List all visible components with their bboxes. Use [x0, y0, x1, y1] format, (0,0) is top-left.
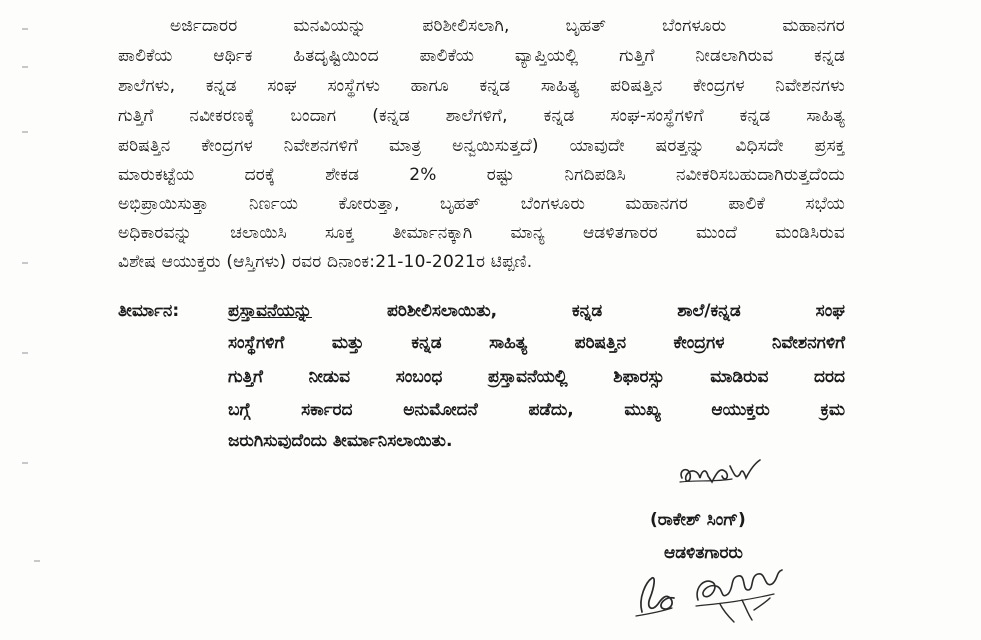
- scan-speck: [22, 352, 28, 354]
- resolution-line: [228, 296, 845, 326]
- resolution-label: ತೀರ್ಮಾನ:: [118, 301, 180, 321]
- paragraph-line: ಪಾಲಿಕೆಯ ಆರ್ಥಿಕ ಹಿತದೃಷ್ಟಿಯಿಂದ ಪಾಲಿಕೆಯ ವ್ಯಾಪ್ತಿಯಲ್ಲಿ ಗುತ್ತಿಗೆ ನೀಡಲಾಗಿರುವ ಕನ್ನಡ: [118, 46, 845, 66]
- paragraph-line: ಮಾರುಕಟ್ಟೆಯ ದರಕ್ಕೆ ಶೇಕಡ 2% ರಷ್ಟು ನಿಗದಿಪಡಿಸಿ ನವೀಕರಿಸಬಹುದಾಗಿರುತ್ತದೆಂದು: [118, 165, 845, 185]
- scan-speck: [22, 66, 28, 68]
- paragraph-line: ಅಧಿಕಾರವನ್ನು ಚಲಾಯಿಸಿ ಸೂಕ್ತ ತೀರ್ಮಾನಕ್ಕಾಗಿ ಮಾನ್ಯ ಆಡಳಿತಗಾರರ ಮುಂದೆ ಮಂಡಿಸಿರುವ: [118, 223, 845, 243]
- handwritten-initials: [632, 568, 692, 622]
- scan-speck: [22, 262, 28, 264]
- handwritten-signature: [676, 452, 772, 492]
- handwritten-signature: [690, 560, 790, 626]
- paragraph-line: ಗುತ್ತಿಗೆ ನವೀಕರಣಕ್ಕೆ ಬಂದಾಗ (ಕನ್ನಡ ಶಾಲೆಗಳಿಗೆ, ಕನ್ನಡ ಸಂಘ-ಸಂಸ್ಥೆಗಳಿಗೆ ಕನ್ನಡ ಸಾಹಿತ್ಯ: [118, 106, 845, 126]
- resolution-line: ಗುತ್ತಿಗೆ ನೀಡುವ ಸಂಬಂಧ ಪ್ರಸ್ತಾವನೆಯಲ್ಲಿ ಶಿಫಾರಸ್ಸು ಮಾಡಿರುವ ದರದ: [228, 367, 845, 387]
- resolution-line: ಬಗ್ಗೆ ಸರ್ಕಾರದ ಅನುಮೋದನೆ ಪಡೆದು, ಮುಖ್ಯ ಆಯುಕ್ತರು ಕ್ರಮ: [228, 400, 845, 420]
- paragraph-line: ಅರ್ಜಿದಾರರ ಮನವಿಯನ್ನು ಪರಿಶೀಲಿಸಲಾಗಿ, ಬೃಹತ್ ಬೆಂಗಳೂರು ಮಹಾನಗರ: [170, 16, 845, 36]
- paragraph-line: ವಿಶೇಷ ಆಯುಕ್ತರು (ಆಸ್ತಿಗಳು) ರವರ ದಿನಾಂಕ:21-10-2021ರ ಟಿಪ್ಪಣಿ.: [118, 252, 533, 272]
- paragraph-line: ಶಾಲೆಗಳು, ಕನ್ನಡ ಸಂಘ ಸಂಸ್ಥೆಗಳು ಹಾಗೂ ಕನ್ನಡ ಸಾಹಿತ್ಯ ಪರಿಷತ್ತಿನ ಕೇಂದ್ರಗಳ ನಿವೇಶನಗಳು: [118, 76, 845, 96]
- signatory-name: (ರಾಕೇಶ್ ಸಿಂಗ್): [650, 510, 746, 530]
- resolution-underlined-word: ಪ್ರಸ್ತಾವನೆಯನ್ನು: [228, 301, 312, 321]
- resolution-line: ಸಂಸ್ಥೆಗಳಿಗೆ ಮತ್ತು ಕನ್ನಡ ಸಾಹಿತ್ಯ ಪರಿಷತ್ತಿನ ಕೇಂದ್ರಗಳ ನಿವೇಶನಗಳಿಗೆ: [228, 333, 845, 353]
- resolution-line-text: ಪರಿಶೀಲಿಸಲಾಯಿತು, ಕನ್ನಡ ಶಾಲೆ/ಕನ್ನಡ ಸಂಘ: [311, 301, 845, 321]
- signatory-designation: ಆಡಳಿತಗಾರರು: [664, 543, 743, 563]
- scan-speck: [34, 560, 40, 562]
- resolution-line: ಜರುಗಿಸುವುದೆಂದು ತೀರ್ಮಾನಿಸಲಾಯಿತು.: [228, 431, 453, 451]
- paragraph-line: ಪರಿಷತ್ತಿನ ಕೇಂದ್ರಗಳ ನಿವೇಶನಗಳಿಗೆ ಮಾತ್ರ ಅನ್ವಯಿಸುತ್ತದೆ) ಯಾವುದೇ ಷರತ್ತನ್ನು ವಿಧಿಸದೇ ಪ್ರಸಕ್ತ: [118, 136, 845, 156]
- paragraph-line: ಅಭಿಪ್ರಾಯಿಸುತ್ತಾ ನಿರ್ಣಯ ಕೋರುತ್ತಾ, ಬೃಹತ್ ಬೆಂಗಳೂರು ಮಹಾನಗರ ಪಾಲಿಕೆ ಸಭೆಯ: [118, 194, 845, 214]
- scan-speck: [22, 462, 28, 464]
- scan-speck: [22, 28, 28, 30]
- scan-speck: [22, 131, 28, 133]
